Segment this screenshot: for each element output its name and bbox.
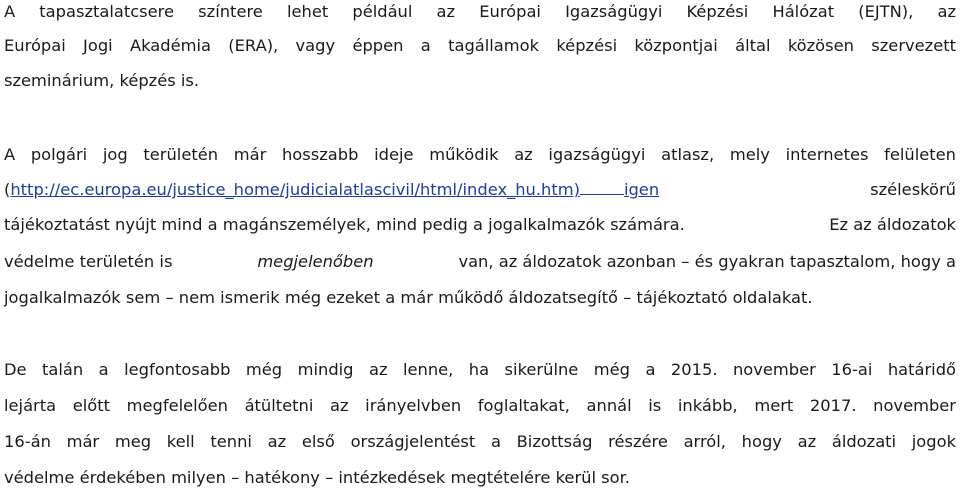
paragraph-2-line-1: A polgári jog területén már hosszabb ideje működik az igazságügyi atlasz, mely internetes felületen bbox=[4, 145, 956, 164]
paragraph-3-line-2: lejárta előtt megfelelően átültetni az irányelvben foglaltakat, annál is inkább, mert 2017. november bbox=[4, 396, 956, 415]
judicial-atlas-link[interactable]: http://ec.europa.eu/justice_home/judicialatlascivil/html/index_hu.htm) bbox=[10, 180, 580, 199]
paragraph-3-line-1: De talán a legfontosabb még mindig az lenne, ha sikerülne még a 2015. november 16-ai határidő bbox=[4, 360, 956, 379]
open-paren: ( bbox=[4, 180, 11, 199]
paragraph-1-line-2: Európai Jogi Akadémia (ERA), vagy éppen a tagállamok képzési központjai által közösen szervezett bbox=[4, 36, 956, 55]
paragraph-2-line-3 bbox=[4, 213, 956, 237]
paragraph-2-line-2-right: széleskörű bbox=[870, 180, 956, 199]
paragraph-2-line-2 bbox=[4, 178, 956, 202]
paragraph-2-emphasis: megjelenőben bbox=[257, 252, 374, 271]
paragraph-1-line-1: A tapasztalatcsere színtere lehet például az Európai Igazságügyi Képzési Hálózat (EJTN), az bbox=[4, 2, 956, 21]
paragraph-2-line-4-part-1: védelme területén is bbox=[4, 252, 173, 271]
paragraph-2-line-4 bbox=[4, 250, 956, 274]
paragraph-2-line-2-left bbox=[4, 178, 659, 202]
igen-link[interactable]: igen bbox=[623, 180, 660, 199]
paragraph-3-line-4: védelme érdekében milyen – hatékony – intézkedések megtételére kerül sor. bbox=[4, 468, 630, 487]
paragraph-1-line-3: szeminárium, képzés is. bbox=[4, 71, 200, 90]
paragraph-2-line-4-part-2: van, az áldozatok azonban – és gyakran tapasztalom, hogy a bbox=[458, 252, 956, 271]
paragraph-2-line-5: jogalkalmazók sem – nem ismerik még ezeket a már működő áldozatsegítő – tájékoztató oldalakat. bbox=[4, 288, 813, 307]
paragraph-2-line-3-part-2: Ez az áldozatok bbox=[829, 215, 956, 234]
link-underline-gap bbox=[580, 179, 624, 195]
paragraph-3-line-3: 16-án már meg kell tenni az első országjelentést a Bizottság részére arról, hogy az áldozati jogok bbox=[4, 432, 956, 451]
paragraph-2-line-3-part-1: tájékoztatást nyújt mind a magánszemélyek, mind pedig a jogalkalmazók számára. bbox=[4, 215, 685, 234]
